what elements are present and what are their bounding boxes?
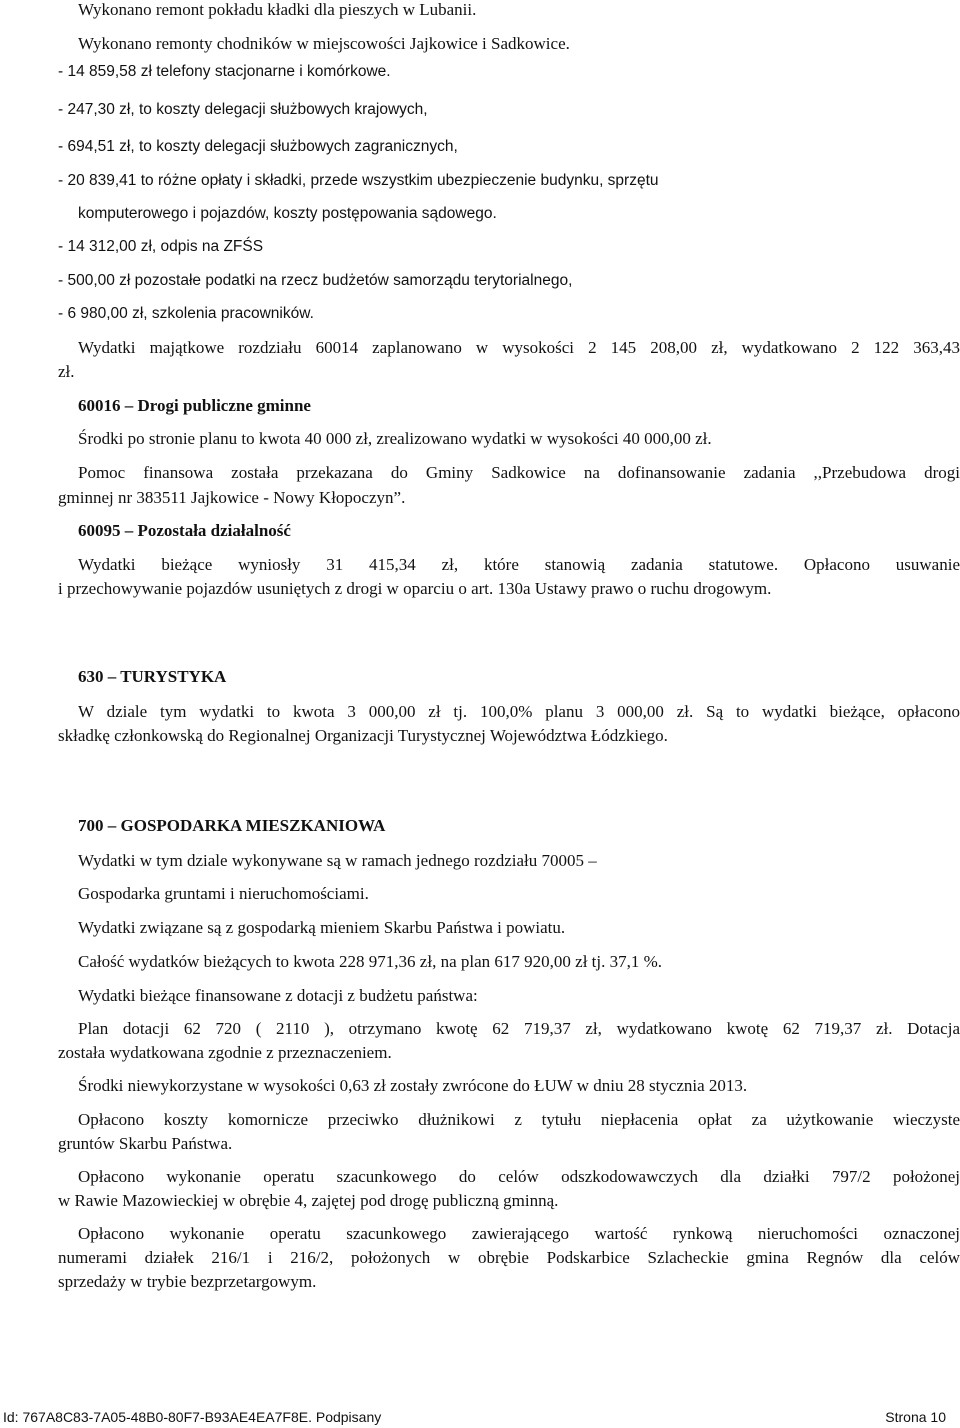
list-item: - 14 312,00 zł, odpis na ZFŚS (58, 238, 264, 255)
paragraph-line: Wykonano remont pokładu kładki dla pieszych w Lubanii. (78, 0, 477, 19)
section-heading-60095: 60095 – Pozostała działalność (78, 521, 291, 540)
paragraph-line: Pomoc finansowa została przekazana do Gminy Sadkowice na dofinansowanie zadania ,,Przebudowa drogi (78, 463, 960, 482)
paragraph-line: Opłacono wykonanie operatu szacunkowego zawierającego wartość rynkową nieruchomości oznaczonej (78, 1224, 960, 1243)
list-item: - 500,00 zł pozostałe podatki na rzecz budżetów samorządu terytorialnego, (58, 272, 573, 289)
paragraph-line: Wydatki w tym dziale wykonywane są w ramach jednego rozdziału 70005 – (78, 851, 597, 870)
paragraph-line: Wydatki związane są z gospodarką mieniem Skarbu Państwa i powiatu. (78, 918, 566, 937)
paragraph-line: Opłacono koszty komornicze przeciwko dłużnikowi z tytułu niepłacenia opłat za użytkowanie wieczyste (78, 1110, 960, 1129)
document-id: Id: 767A8C83-7A05-48B0-80F7-B93AE4EA7F8E. Podpisany (3, 1409, 382, 1425)
section-heading-630: 630 – TURYSTYKA (78, 667, 227, 686)
paragraph-line: Wydatki bieżące wyniosły 31 415,34 zł, które stanowią zadania statutowe. Opłacono usuwanie (78, 555, 960, 574)
paragraph-line: Wydatki majątkowe rozdziału 60014 zaplanowano w wysokości 2 145 208,00 zł, wydatkowano 2 122 363,43 (78, 338, 960, 357)
page-number: Strona 10 (885, 1409, 946, 1425)
paragraph-line: Środki niewykorzystane w wysokości 0,63 zł zostały zwrócone do ŁUW w dniu 28 stycznia 2013. (78, 1076, 748, 1095)
list-item: - 247,30 zł, to koszty delegacji służbowych krajowych, (58, 101, 428, 118)
paragraph-line: sprzedaży w trybie bezprzetargowym. (58, 1272, 317, 1291)
paragraph-line: została wydatkowana zgodnie z przeznaczeniem. (58, 1043, 392, 1062)
paragraph-line: zł. (58, 362, 75, 381)
paragraph-line: Plan dotacji 62 720 ( 2110 ), otrzymano kwotę 62 719,37 zł, wydatkowano kwotę 62 719,37 zł. Dotacja (78, 1019, 960, 1038)
paragraph-line: w Rawie Mazowieckiej w obrębie 4, zajętej pod drogę publiczną gminną. (58, 1191, 559, 1210)
paragraph-line: numerami działek 216/1 i 216/2, położonych w obrębie Podskarbice Szlacheckie gmina Regnów dla celów (58, 1248, 960, 1267)
paragraph-line: Środki po stronie planu to kwota 40 000 zł, zrealizowano wydatki w wysokości 40 000,00 zł. (78, 429, 712, 448)
paragraph-line: Wydatki bieżące finansowane z dotacji z budżetu państwa: (78, 986, 478, 1005)
list-item: - 6 980,00 zł, szkolenia pracowników. (58, 305, 314, 322)
paragraph-line: Opłacono wykonanie operatu szacunkowego do celów odszkodowawczych dla działki 797/2 położonej (78, 1167, 960, 1186)
list-item: - 694,51 zł, to koszty delegacji służbowych zagranicznych, (58, 138, 458, 155)
paragraph-line: Gospodarka gruntami i nieruchomościami. (78, 884, 369, 903)
paragraph-line: i przechowywanie pojazdów usuniętych z drogi w oparciu o art. 130a Ustawy prawo o ruchu drogowym. (58, 579, 772, 598)
paragraph-line: gminnej nr 383511 Jajkowice - Nowy Kłopoczyn”. (58, 488, 406, 507)
paragraph-line: Wykonano remonty chodników w miejscowości Jajkowice i Sadkowice. (78, 34, 570, 53)
section-heading-60016: 60016 – Drogi publiczne gminne (78, 396, 311, 415)
paragraph-line: Całość wydatków bieżących to kwota 228 971,36 zł, na plan 617 920,00 zł tj. 37,1 %. (78, 952, 663, 971)
list-item-continuation: komputerowego i pojazdów, koszty postępowania sądowego. (78, 205, 497, 222)
section-heading-700: 700 – GOSPODARKA MIESZKANIOWA (78, 816, 386, 835)
paragraph-line: gruntów Skarbu Państwa. (58, 1134, 233, 1153)
paragraph-line: W dziale tym wydatki to kwota 3 000,00 zł tj. 100,0% planu 3 000,00 zł. Są to wydatki bieżące, opłacono (78, 702, 960, 721)
paragraph-line: składkę członkowską do Regionalnej Organizacji Turystycznej Województwa Łódzkiego. (58, 726, 668, 745)
list-item: - 20 839,41 to różne opłaty i składki, przede wszystkim ubezpieczenie budynku, sprzętu (58, 172, 659, 189)
list-item: - 14 859,58 zł telefony stacjonarne i komórkowe. (58, 63, 391, 80)
